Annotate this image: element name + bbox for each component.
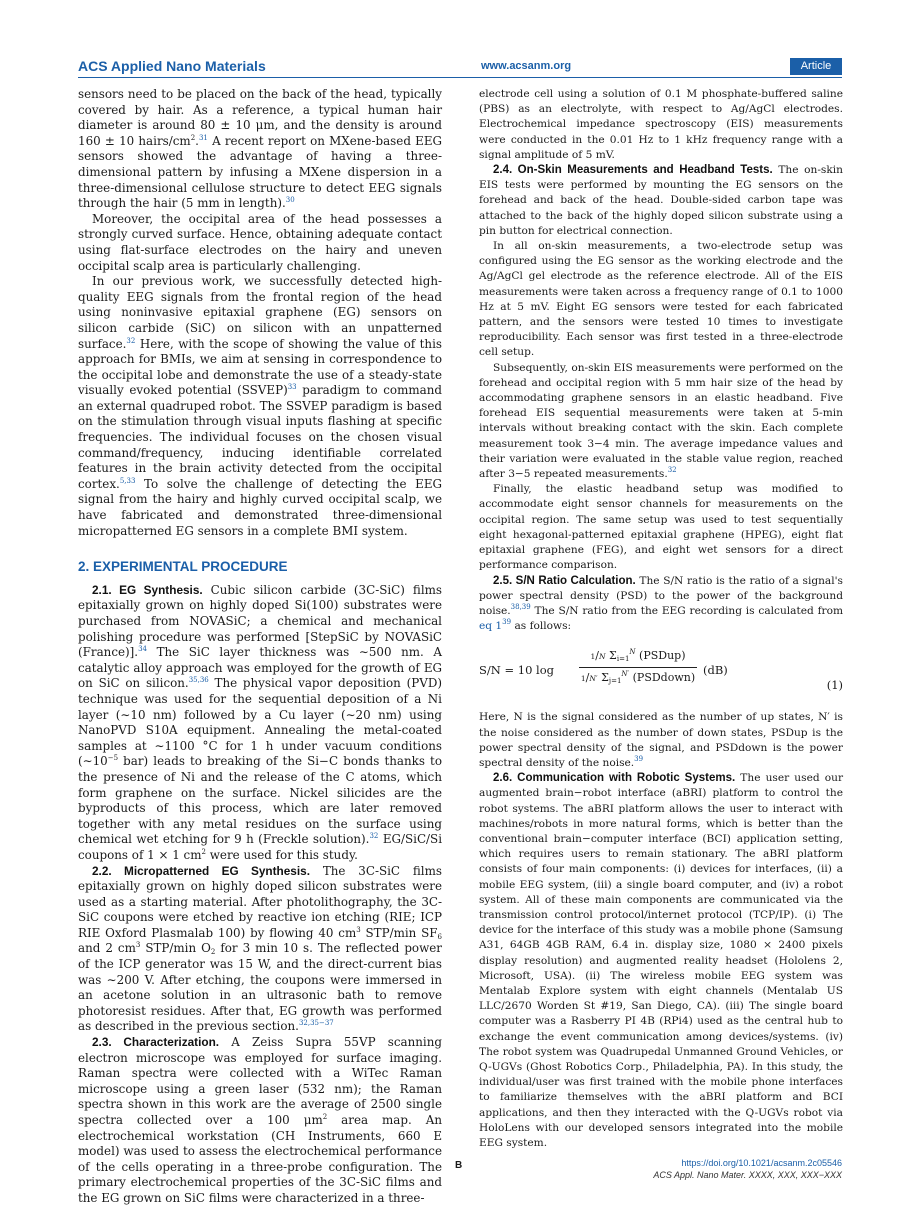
paragraph: 2.1. EG Synthesis. Cubic silicon carbide (3C-SiC) films epitaxially grown on highly doped Si(100) substrates were purchased from NOVASiC; a chemical and mechanical polishing procedure was performed [StepSiC by NOVASiC (France)].$^{34}$ The SiC layer thickness was ∼500 nm. A catalytic alloy approach was employed for the growth of EG on SiC on silicon.$^{35,36}$ The physical vapor deposition (PVD) technique was used for the sequential deposition of a Ni layer (∼10 nm) followed by a Cu layer (∼20 nm) using NanoPVD S10A equipment. Annealing the metal-coated samples at ∼1100 °C for 1 h under vacuum conditions ($\sim 10^{-5}$ bar) leads to breaking of the Si−C bonds thanks to the presence of Ni and the release of the C atoms, which form graphene on the surface. Nickel silicides are the byproducts of this process, which are later removed together with any metal residues on the surface using chemical wet etching for 9 h (Freckle solution).$^{32}$ EG/SiC/Si coupons of 1 × 1 $cm^2$ were used for this study. — [78, 582, 442, 862]
paragraph: electrode cell using a solution of 0.1 M phosphate-buffered saline (PBS) as an electrolyte, with respect to Ag/AgCl electrodes. Electrochemical impedance spectroscopy (EIS) measurements were conducted in the 0.01 Hz to 1 kHz frequency range with a signal amplitude of 5 mV. — [479, 88, 843, 161]
equation-unit: (dB) — [703, 663, 728, 678]
equation-link[interactable]: eq 1 — [479, 620, 503, 633]
paragraph: Moreover, the occipital area of the head possesses a strongly curved surface. Hence, obtaining adequate contact using flat-surface electrodes on the hairy and uneven occipital scalp area is particularly challenging. — [78, 211, 442, 273]
citation[interactable]: 32 — [126, 336, 136, 345]
article-tag: Article — [790, 58, 842, 75]
citation[interactable]: 35,36 — [188, 676, 209, 685]
paragraph: 2.2. Micropatterned EG Synthesis. The 3C-SiC films epitaxially grown on highly doped silicon substrates were used as a starting material. After photolithography, the 3C-SiC coupons were etched by reactive ion etching (RIE; ICP RIE Oxford Plasmalab 100) by flowing 40 $cm^3$ STP/min $SF_6$ and 2 $cm^3$ STP/min $O_2$ for 3 min 10 s. The reflected power of the ICP generator was 15 W, and the direct-current bias was ∼200 V. After etching, the coupons were immersed in an acetone solution in an ultrasonic bath to remove photoresist residues. After that, EG growth was performed as described in the previous section.$^{32,35-37}$ — [78, 863, 443, 1034]
equation — [479, 646, 843, 702]
paragraph: 2.4. On-Skin Measurements and Headband Tests. The on-skin EIS tests were performed by mounting the EG sensors on the forehead and back of the head. Double-sided carbon tape was attached to the back of the highly doped silicon substrate using a pin button for electrical connection. — [479, 164, 843, 237]
paragraph: sensors need to be placed on the back of the head, typically covered by hair. As a reference, a typical human hair diameter is around 80 ± 10 μm, and the density is around 160 ± 10 hairs/$cm^2.^{31}$ A recent report on MXene-based EEG sensors showed the advantage of having a three-dimensional pattern by infusing a MXene dispersion in a three-dimensional cellulose structure to detect EEG signals through the hair (5 mm in length).$^{30}$ — [78, 87, 443, 211]
journal-url[interactable]: www.acsanm.org — [481, 60, 572, 72]
paragraph: 2.5. S/N Ratio Calculation. The S/N ratio is the ratio of a signal's power spectral density (PSD) to the power of the background noise.$^{38,39}$ The S/N ratio from the EEG recording is calculated from eq 1$^{39}$ as follows: — [479, 574, 843, 633]
subsection-title: 2.4. On-Skin Measurements and Headband Tests. — [493, 164, 773, 177]
equation-number: (1) — [826, 678, 843, 693]
page-header — [78, 58, 842, 78]
subsection-title: 2.6. Communication with Robotic Systems. — [493, 772, 736, 785]
paragraph: Finally, the elastic headband setup was modified to accommodate eight sensor channels for measurements on the occipital region. The same setup was used to test sequentially eight hexagonal-patterned epitaxial graphene (HPEG), eight flat epitaxial graphene (FEG), and eight wet sensors for a direct performance comparison. — [479, 483, 843, 572]
citation[interactable]: 39 — [634, 754, 644, 763]
equation-lhs: S/N = 10 log — [479, 663, 555, 678]
citation[interactable]: 32 — [369, 832, 379, 841]
equation-numerator: 1/N $\Sigma_{i=1}^N$ (PSDup) — [590, 648, 686, 664]
subsection-title: 2.2. Micropatterned EG Synthesis. — [92, 863, 310, 878]
section-heading: 2. EXPERIMENTAL PROCEDURE — [78, 559, 288, 575]
citation[interactable]: 34 — [138, 645, 147, 654]
page-number: B — [455, 1160, 463, 1171]
right-column — [479, 87, 843, 1151]
citation[interactable]: 32,35−37 — [298, 1019, 334, 1028]
journal-name[interactable]: ACS Applied Nano Materials — [78, 58, 266, 74]
doi-link[interactable]: https://doi.org/10.1021/acsanm.2c05546 — [681, 1158, 842, 1168]
paragraph: 2.6. Communication with Robotic Systems. The user used our augmented brain−robot interface (aBRI) platform to control the robot systems. The aBRI platform allows the user to interact with machines/robots in more natural forms, which is better than the conventional brain−computer interface (BCI) application setting, which requires users to remain stationary. The aBRI platform consists of four main components: (i) devices for interfaces, (ii) a mobile EEG system, (iii) a single board computer, and (iv) a robot system. All of these main components are communicated via the transmission control protocol/internet protocol (TCP/IP). (i) The device for the interface of this study was a mobile phone (Samsung A31, 64GB 4GB RAM, 6.4 in. display size, 1080 × 2400 pixels display resolution) and augmented reality headset (Hololens 2, Microsoft, USA). (ii) The wireless mobile EEG system was Mentalab Explore system with eight channels (Mentalab US LLC/2670 Worden St #19, San Diego, CA). (iii) The single board computer was a Rasberry PI 4B (RPi4) used as the central hub to exchange the event communication among devices/systems. (iv) The robot system was Quadrupedal Unmanned Ground Vehicles, or Q-UGVs (Ghost Robotics Corp., Philadelphia, PA). In this study, the individual/user was first trained with the mobile phone interfaces to familiarize themselves with the aBRI platform and BCI applications, and then they interacted with the Q-UGVs robot via HoloLens with our developed sensors integrated into the mobile EEG system. — [479, 772, 844, 1149]
header-rule — [78, 77, 842, 78]
citation[interactable]: 32 — [667, 466, 677, 475]
citation[interactable]: 5,33 — [119, 476, 136, 485]
citation-line: ACS Appl. Nano Mater. XXXX, XXX, XXX−XXX — [653, 1170, 842, 1180]
paragraph: Here, N is the signal considered as the number of up states, N′ is the noise considered as the number of down states, PSDup is the power spectral density of the signal, and PSDdown is the power spectral density of the noise.$^{39}$ — [479, 711, 843, 769]
paragraph: Subsequently, on-skin EIS measurements were performed on the forehead and occipital region with 5 mm hair size of the head by accommodating graphene sensors in an elastic headband. Five forehead EIS sequential measurements were taken at 5-min intervals without breaking contact with the skin. Each complete measurement took 3−4 min. The average impedance values and their variation were evaluated in the stable value region, reached after 3−5 repeated measurements.$^{32}$ — [479, 361, 843, 481]
left-column — [78, 87, 442, 1207]
subsection-title: 2.1. EG Synthesis. — [92, 582, 203, 597]
citation[interactable]: 33 — [287, 383, 297, 392]
paragraph: 2.3. Characterization. A Zeiss Supra 55VP scanning electron microscope was employed for surface imaging. Raman spectra were collected with a WiTec Raman microscope using a green laser (532 nm); the Raman spectra shown in this work are the average of 2500 single spectra collected over a 100 $\mu m^2$ area map. An electrochemical workstation (CH Instruments, 660 E model) was used to assess the electrochemical performance of the cells operating in a three-probe configuration. The primary electrochemical properties of the 3C-SiC films and the EG grown on SiC films were characterized in a three- — [78, 1035, 443, 1205]
citation[interactable]: 38,39 — [510, 602, 531, 611]
equation-denominator: 1/N′ $\Sigma_{j=1}^{N'}$ (PSDdown) — [580, 669, 696, 685]
citation[interactable]: 39 — [502, 618, 512, 627]
equation-fraction — [579, 648, 697, 685]
citation[interactable]: 31 — [198, 133, 208, 142]
paragraph: In all on-skin measurements, a two-electrode setup was configured using the EG sensor as the working electrode and the Ag/AgCl gel electrode as the reference electrode. All of the EIS measurements were taken across a frequency range of 0.1 to 1000 Hz at 5 mV. Eight EG sensors were tested for each fabricated pattern, and the sensors were tested 10 times to investigate reproducibility. Each sensor was first tested in a three-electrode cell setup. — [479, 240, 843, 359]
paragraph: In our previous work, we successfully detected high-quality EEG signals from the frontal region of the head using noninvasive epitaxial graphene (EG) sensors on silicon carbide (SiC) on silicon with an unpatterned surface.$^{32}$ Here, with the scope of showing the value of this approach for BMIs, we aim at sensing in correspondence to the occipital lobe and demonstrate the use of a steady-state visually evoked potential (SSVEP)$^{33}$ paradigm to command an external quadruped robot. The SSVEP paradigm is based on the stimulation through visual inputs flashing at specific frequencies. The individual focuses on the chosen visual command/frequency, inducing identifiable correlated features in the brain activity detected from the occipital cortex.$^{5,33}$ To solve the challenge of detecting the EEG signal from the hairy and highly curved occipital scalp, we have fabricated and demonstrated three-dimensional micropatterned EG sensors in a complete BMI system. — [78, 274, 442, 538]
subsection-title: 2.3. Characterization. — [92, 1035, 220, 1050]
fraction-bar — [579, 667, 697, 668]
citation[interactable]: 30 — [285, 196, 295, 205]
subsection-title: 2.5. S/N Ratio Calculation. — [493, 574, 636, 587]
